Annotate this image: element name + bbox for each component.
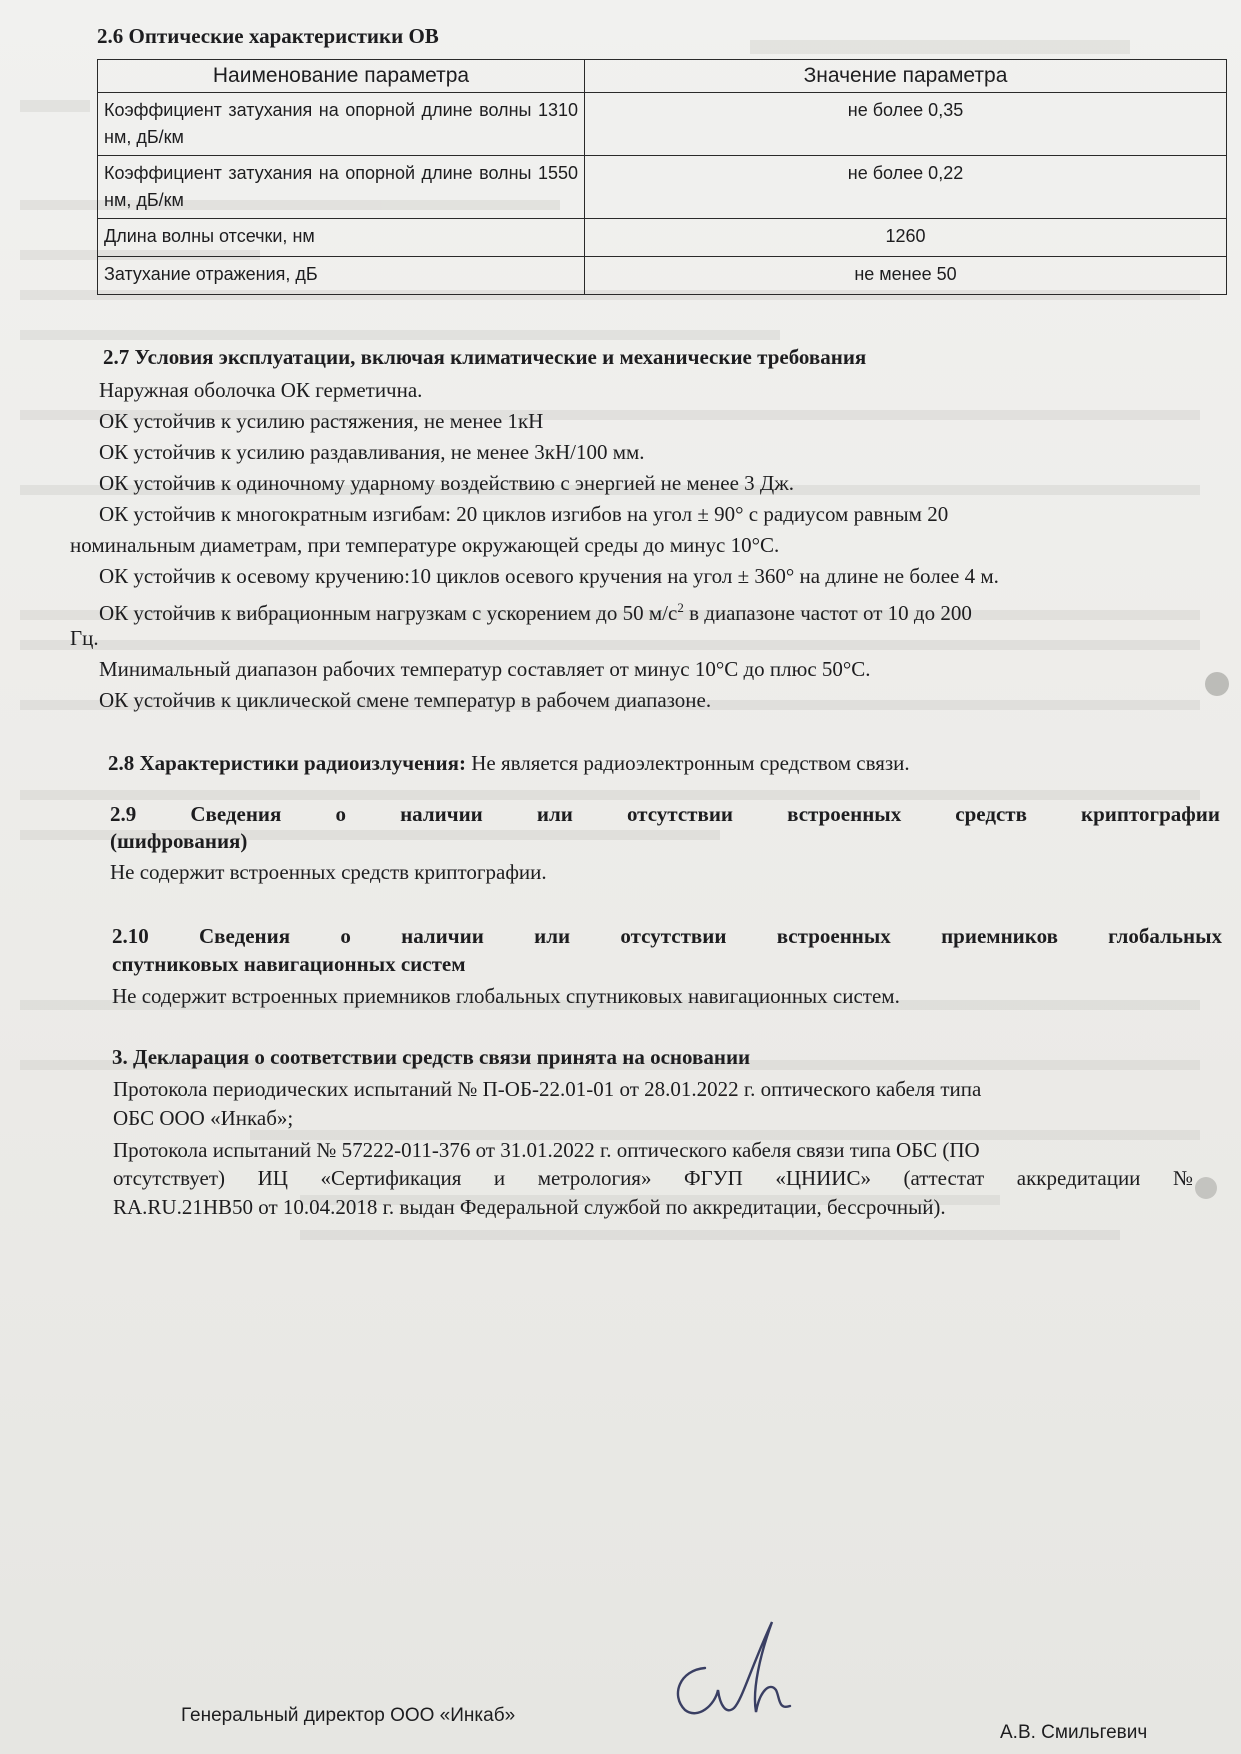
section-3-title: 3. Декларация о соответствии средств связи принята на основании — [112, 1045, 751, 1069]
section-2-8 — [108, 750, 910, 777]
handwritten-signature — [660, 1610, 820, 1730]
param-value: не менее 50 — [585, 257, 1227, 295]
binder-hole — [1205, 672, 1229, 696]
section-2-10-text: Не содержит встроенных приемников глобальных спутниковых навигационных систем. — [112, 984, 900, 1008]
basis-line: RA.RU.21НВ50 от 10.04.2018 г. выдан Федеральной службой по аккредитации, бессрочный). — [113, 1195, 946, 1219]
table-row — [98, 156, 1227, 219]
signatory-name: А.В. Смильгевич — [1000, 1722, 1148, 1743]
table-row — [98, 257, 1227, 295]
basis-line: ОБС ООО «Инкаб»; — [113, 1106, 294, 1130]
table-row — [98, 219, 1227, 257]
param-name: Коэффициент затухания на опорной длине волны 1310 нм, дБ/км — [98, 93, 585, 156]
operating-condition-line: ОК устойчив к одиночному ударному воздействию с энергией не менее 3 Дж. — [99, 471, 795, 495]
binder-hole — [1195, 1177, 1217, 1199]
operating-condition-line: ОК устойчив к осевому кручению:10 циклов осевого кручения на угол ± 360° на длине не более 4 м. — [99, 564, 999, 588]
operating-condition-line: ОК устойчив к усилию растяжения, не менее 1кН — [99, 409, 544, 433]
table-header-row — [98, 60, 1227, 93]
section-2-10-title-cont: спутниковых навигационных систем — [112, 952, 466, 976]
superscript: 2 — [677, 600, 684, 615]
operating-condition-line: ОК устойчив к многократным изгибам: 20 циклов изгибов на угол ± 90° с радиусом равным 20 — [99, 502, 949, 526]
operating-condition-line: ОК устойчив к циклической смене температур в рабочем диапазоне. — [99, 688, 712, 712]
section-2-8-text: Не является радиоэлектронным средством связи. — [471, 751, 910, 775]
section-2-6-title: 2.6 Оптические характеристики ОВ — [97, 24, 439, 48]
section-2-9-title: 2.9 Сведения о наличии или отсутствии встроенных средств криптографии — [110, 802, 1220, 826]
operating-condition-line: ОК устойчив к вибрационным нагрузкам с ускорением до 50 $м/с^2$ в диапазоне частот от 10 до 200 — [99, 600, 972, 625]
operating-condition-line: Наружная оболочка ОК герметична. — [99, 378, 423, 402]
column-header-value: Значение параметра — [585, 60, 1227, 93]
basis-line: отсутствует) ИЦ «Сертификация и метрология» ФГУП «ЦНИИС» (аттестат аккредитации № — [113, 1166, 1193, 1190]
section-2-8-title: 2.8 Характеристики радиоизлучения: — [108, 751, 466, 775]
basis-line: Протокола испытаний № 57222-011-376 от 31.01.2022 г. оптического кабеля связи типа ОБС (ПО — [113, 1138, 980, 1162]
operating-condition-line: номинальным диаметрам, при температуре окружающей среды до минус 10°С. — [70, 533, 780, 557]
operating-condition-line: Минимальный диапазон рабочих температур составляет от минус 10°С до плюс 50°С. — [99, 657, 871, 681]
operating-condition-line: ОК устойчив к усилию раздавливания, не менее 3кН/100 мм. — [99, 440, 645, 464]
param-name: Длина волны отсечки, нм — [98, 219, 585, 257]
section-2-9-title-cont: (шифрования) — [110, 829, 248, 853]
table-row — [98, 93, 1227, 156]
param-value: не более 0,22 — [585, 156, 1227, 219]
optical-parameters-table — [97, 59, 1227, 295]
basis-line: Протокола периодических испытаний № П-ОБ-22.01-01 от 28.01.2022 г. оптического кабеля типа — [113, 1077, 982, 1101]
param-name: Коэффициент затухания на опорной длине волны 1550 нм, дБ/км — [98, 156, 585, 219]
section-2-10-title: 2.10 Сведения о наличии или отсутствии встроенных приемников глобальных — [112, 924, 1222, 948]
section-2-9-text: Не содержит встроенных средств криптографии. — [110, 860, 547, 884]
param-value: не более 0,35 — [585, 93, 1227, 156]
param-name: Затухание отражения, дБ — [98, 257, 585, 295]
signatory-position: Генеральный директор ООО «Инкаб» — [181, 1705, 516, 1726]
param-value: 1260 — [585, 219, 1227, 257]
section-2-7-title: 2.7 Условия эксплуатации, включая климатические и механические требования — [103, 345, 867, 369]
column-header-name: Наименование параметра — [98, 60, 585, 93]
operating-condition-line: Гц. — [70, 626, 99, 650]
